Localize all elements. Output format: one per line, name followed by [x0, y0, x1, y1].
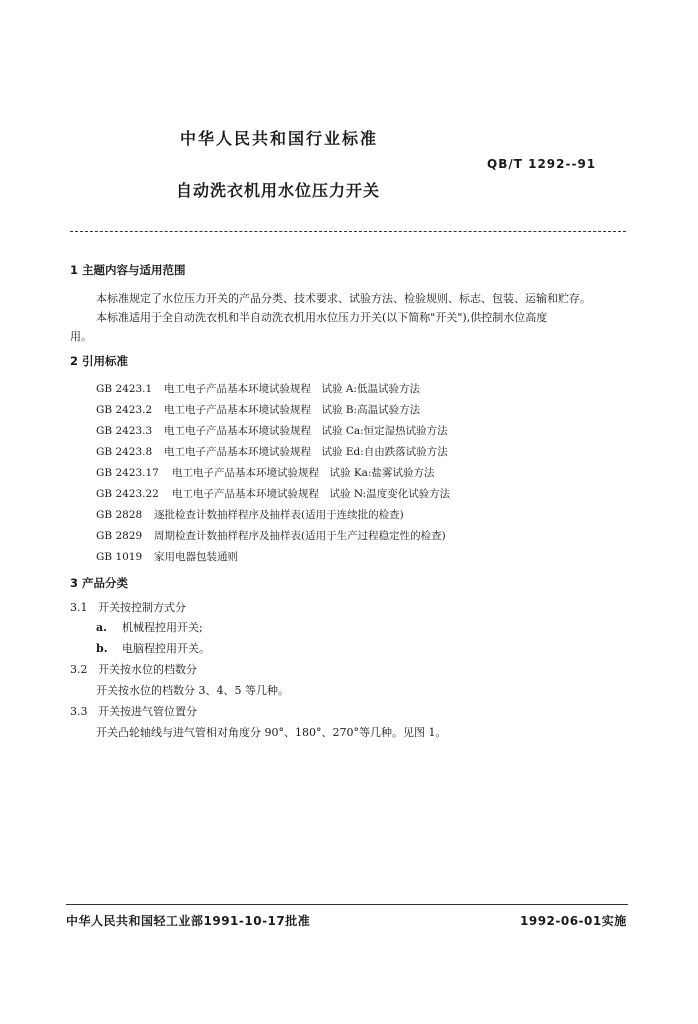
reference-title: 电工电子产品基本环境试验规程 试验 Ka:盐雾试验方法: [172, 467, 435, 479]
section-1-paragraph-1: 本标准规定了水位压力开关的产品分类、技术要求、试验方法、检验规则、标志、包装、运输和贮存。: [96, 292, 591, 305]
clause-3-1-item-b: [96, 640, 210, 656]
reference-item: [96, 402, 420, 417]
reference-item: [96, 465, 434, 480]
section-1-paragraph-2: 本标准适用于全自动洗衣机和半自动洗衣机用水位压力开关(以下简称"开关"),供控制水位高度: [96, 311, 548, 324]
reference-title: 家用电器包装通则: [154, 551, 238, 563]
reference-title: 电工电子产品基本环境试验规程 试验 B:高温试验方法: [164, 404, 421, 416]
reference-title: 电工电子产品基本环境试验规程 试验 Ca:恒定湿热试验方法: [164, 425, 448, 437]
reference-item: [96, 528, 446, 543]
standard-number: QB/T 1292--91: [487, 157, 597, 171]
clause-3-3: [70, 703, 197, 719]
section-3-heading: 3 产品分类: [70, 576, 129, 590]
item-text: 电脑程控用开关。: [122, 642, 210, 655]
reference-title: 电工电子产品基本环境试验规程 试验 N:温度变化试验方法: [172, 488, 451, 500]
item-label: b.: [96, 642, 108, 655]
clause-number: 3.2: [70, 663, 88, 676]
reference-item: [96, 444, 448, 459]
header-divider: [70, 231, 626, 232]
section-2-heading: 2 引用标准: [70, 354, 129, 368]
reference-item: [96, 486, 450, 501]
item-label: a.: [96, 621, 107, 634]
reference-code: GB 2423.2: [96, 404, 153, 416]
approval-info: 中华人民共和国轻工业部1991-10-17批准: [66, 914, 311, 928]
reference-item: [96, 423, 448, 438]
reference-title: 逐批检查计数抽样程序及抽样表(适用于连续批的检查): [154, 509, 404, 521]
clause-3-1-item-a: [96, 619, 203, 635]
clause-3-2: [70, 661, 197, 677]
reference-title: 电工电子产品基本环境试验规程 试验 A:低温试验方法: [164, 383, 420, 395]
clause-title: 开关按进气管位置分: [98, 705, 197, 718]
reference-item: [96, 381, 420, 396]
reference-code: GB 2423.17: [96, 467, 159, 479]
reference-code: GB 1019: [96, 551, 143, 563]
section-1-heading: 1 主题内容与适用范围: [70, 263, 186, 277]
reference-code: GB 2423.3: [96, 425, 153, 437]
clause-title: 开关按控制方式分: [98, 601, 186, 614]
clause-3-2-body: 开关按水位的档数分 3、4、5 等几种。: [96, 684, 289, 697]
reference-item: [96, 549, 238, 564]
clause-title: 开关按水位的档数分: [98, 663, 197, 676]
reference-title: 电工电子产品基本环境试验规程 试验 Ed:自由跌落试验方法: [164, 446, 448, 458]
reference-code: GB 2423.1: [96, 383, 153, 395]
document-title: 自动洗衣机用水位压力开关: [176, 181, 381, 200]
item-text: 机械程控用开关;: [122, 621, 203, 634]
clause-number: 3.3: [70, 705, 88, 718]
clause-3-3-body: 开关凸轮轴线与进气管相对角度分 90°、180°、270°等几种。见图 1。: [96, 726, 447, 739]
reference-code: GB 2829: [96, 530, 143, 542]
clause-3-1: [70, 599, 186, 615]
reference-code: GB 2423.22: [96, 488, 159, 500]
implementation-date: 1992-06-01实施: [520, 914, 627, 928]
reference-item: [96, 507, 404, 522]
reference-code: GB 2423.8: [96, 446, 153, 458]
section-1-paragraph-2-cont: 用。: [70, 330, 92, 343]
reference-code: GB 2828: [96, 509, 143, 521]
reference-title: 周期检查计数抽样程序及抽样表(适用于生产过程稳定性的检查): [154, 530, 446, 542]
footer-divider: [66, 904, 628, 905]
clause-number: 3.1: [70, 601, 88, 614]
standard-category: 中华人民共和国行业标准: [180, 129, 379, 148]
